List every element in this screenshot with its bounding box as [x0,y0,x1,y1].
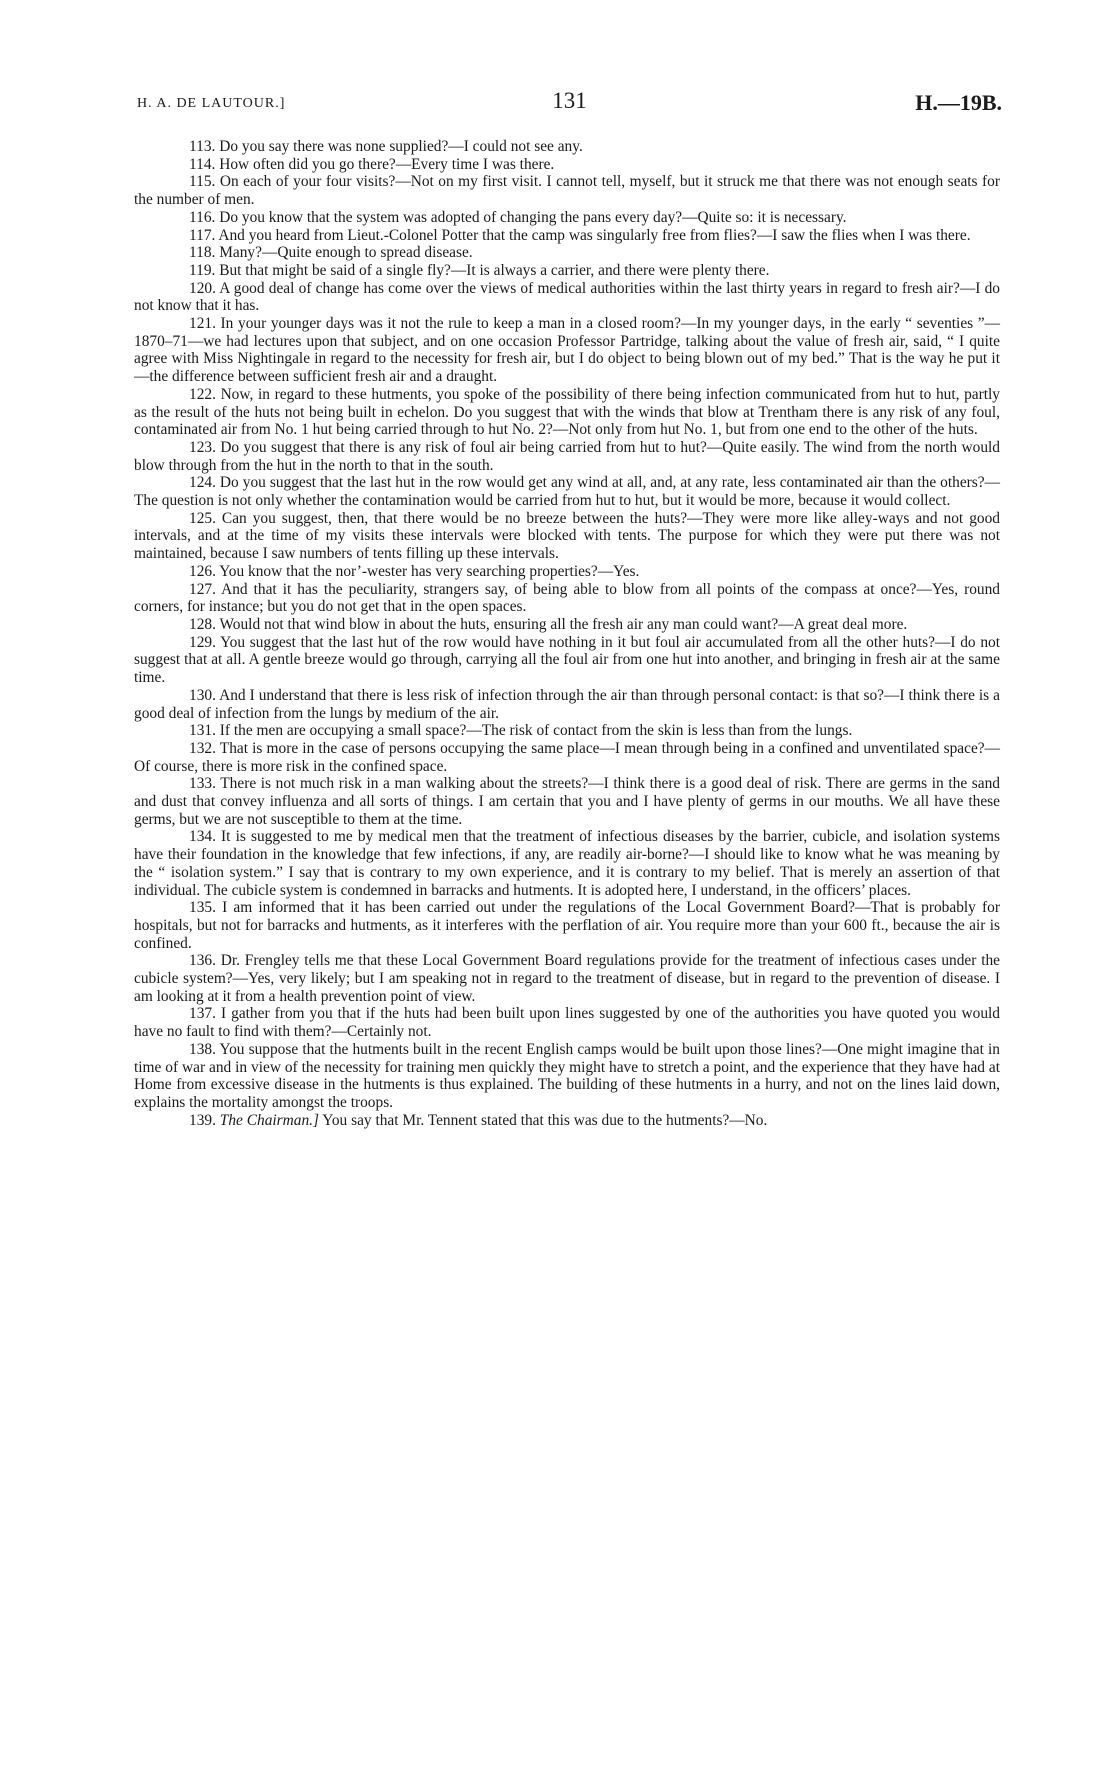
question-answer-paragraph: 117. And you heard from Lieut.-Colonel Potter that the camp was singularly free from flies?—I saw the flies when I was there. [189,226,971,244]
question-answer-paragraph: 136. Dr. Frengley tells me that these Local Government Board regulations provide for the treatment of infectious cases under the cubicle system?—Yes, very likely; but I am speaking not in regard to the treatment of disease, but in regard to the prevention of disease. I am looking at it from a health prevention point of view. [134,952,1000,1005]
question-answer-paragraph: 116. Do you know that the system was adopted of changing the pans every day?—Quite so: it is necessary. [189,208,847,226]
question-answer-paragraph: 131. If the men are occupying a small space?—The risk of contact from the skin is less than from the lungs. [189,722,853,740]
question-answer-paragraph: 114. How often did you go there?—Every time I was there. [189,155,555,173]
question-answer-paragraph: 122. Now, in regard to these hutments, you spoke of the possibility of there being infection communicated from hut to hut, partly as the result of the huts not being built in echelon. Do you suggest that with the winds that blow at Trentham there is any risk of any foul, contaminated air from No. 1 hut being carried through to hut No. 2?—Not only from hut No. 1, but from one end to the other of the huts. [134,385,1000,439]
page-header [137,88,1002,120]
question-answer-paragraph-last [134,1112,1000,1130]
question-answer-paragraph: 130. And I understand that there is less risk of infection through the air than through personal contact: is that so?—I think there is a good deal of infection from the lungs by medium of the air. [134,686,1000,722]
speaker-name: The Chairman.] [219,1111,319,1129]
question-answer-paragraph: 128. Would not that wind blow in about the huts, ensuring all the fresh air any man could want?—A great deal more. [189,615,908,633]
question-answer-paragraph: 115. On each of your four visits?—Not on my first visit. I cannot tell, myself, but it struck me that there was not enough seats for the number of men. [134,173,1000,209]
question-answer-paragraph: 121. In your younger days was it not the rule to keep a man in a closed room?—In my younger days, in the early “ seventies ”—1870–71—we had lectures upon that subject, and on one occasion Professor Partridge, talking about the value of fresh air, said, “ I quite agree with Miss Nightingale in regard to the necessity for fresh air, but I do object to being blown out of my bed.” That is the way he put it—the difference between sufficient fresh air and a draught. [134,315,1000,386]
question-answer-paragraph: 118. Many?—Quite enough to spread disease. [189,244,473,262]
question-answer-paragraph: 126. You know that the nor’-wester has very searching properties?—Yes. [189,562,640,580]
question-text: You say that Mr. Tennent stated that this was due to the hutments?—No. [322,1111,768,1129]
question-answer-paragraph: 137. I gather from you that if the huts had been built upon lines suggested by one of the authorities you have quoted you would have no fault to find with them?—Certainly not. [134,1005,1000,1041]
page-number: 131 [552,88,587,113]
question-answer-paragraph: 132. That is more in the case of persons occupying the same place—I mean through being in a confined and unventilated space?—Of course, there is more risk in the confined space. [134,739,1000,775]
question-answer-paragraph: 127. And that it has the peculiarity, strangers say, of being able to blow from all points of the compass at once?—Yes, round corners, for instance; but you do not get that in the open spaces. [134,580,1000,616]
question-answer-paragraph: 113. Do you say there was none supplied?—I could not see any. [189,138,583,155]
question-answer-paragraph: 119. But that might be said of a single fly?—It is always a carrier, and there were plenty there. [189,261,770,279]
question-answer-paragraph: 129. You suggest that the last hut of the row would have nothing in it but foul air accumulated from all the other huts?—I do not suggest that at all. A gentle breeze would go through, carrying all the foul air from one hut into another, and bringing in fresh air at the same time. [134,633,1000,687]
question-answer-paragraph: 135. I am informed that it has been carried out under the regulations of the Local Government Board?—That is probably for hospitals, but not for barracks and hutments, as it interferes with the perflation of air. You require more than your 600 ft., because the air is confined. [134,899,1000,952]
document-reference: H.—19B. [915,90,1002,115]
witness-name: H. A. DE LAUTOUR.] [137,96,286,111]
question-answer-paragraph: 133. There is not much risk in a man walking about the streets?—I think there is a good deal of risk. There are germs in the sand and dust that convey influenza and all sorts of things. I am certain that you and I have plenty of germs in our mouths. We all have these germs, but we are not susceptible to them at the time. [134,775,1000,828]
question-number: 139. [189,1111,216,1129]
question-answer-paragraph: 138. You suppose that the hutments built in the recent English camps would be built upon those lines?—One might imagine that in time of war and in view of the necessity for training men quickly they might have to stretch a point, and the experience that they have had at Home from excessive disease in the hutments is thus explained. The building of these hutments in a hurry, and not on the lines laid down, explains the mortality amongst the troops. [134,1040,1000,1111]
question-answer-paragraph: 120. A good deal of change has come over the views of medical authorities within the last thirty years in regard to fresh air?—I do not know that it has. [134,279,1000,315]
question-answer-paragraph: 124. Do you suggest that the last hut in the row would get any wind at all, and, at any rate, less contaminated air than the others?—The question is not only whether the contamination would be carried from hut to hut, but it would be more, because it would collect. [134,474,1000,510]
question-answer-paragraph: 134. It is suggested to me by medical men that the treatment of infectious diseases by the barrier, cubicle, and isolation systems have their foundation in the knowledge that few infections, if any, are readily air-borne?—I should like to know what he was meaning by the “ isolation system.” I say that is contrary to my own experience, and it is contrary to my belief. That is merely an assertion of that individual. The cubicle system is condemned in barracks and hutments. It is adopted here, I understand, in the officers’ places. [134,828,1000,899]
question-answer-paragraph: 125. Can you suggest, then, that there would be no breeze between the huts?—They were more like alley-ways and not good intervals, and at the time of my visits these intervals were blocked with tents. The purpose for which they were put there was not maintained, because I saw numbers of tents filling up these intervals. [134,509,1000,563]
question-answer-paragraph: 123. Do you suggest that there is any risk of foul air being carried from hut to hut?—Quite easily. The wind from the north would blow through from the hut in the north to that in the south. [134,438,1000,474]
testimony-body [134,138,1000,1129]
